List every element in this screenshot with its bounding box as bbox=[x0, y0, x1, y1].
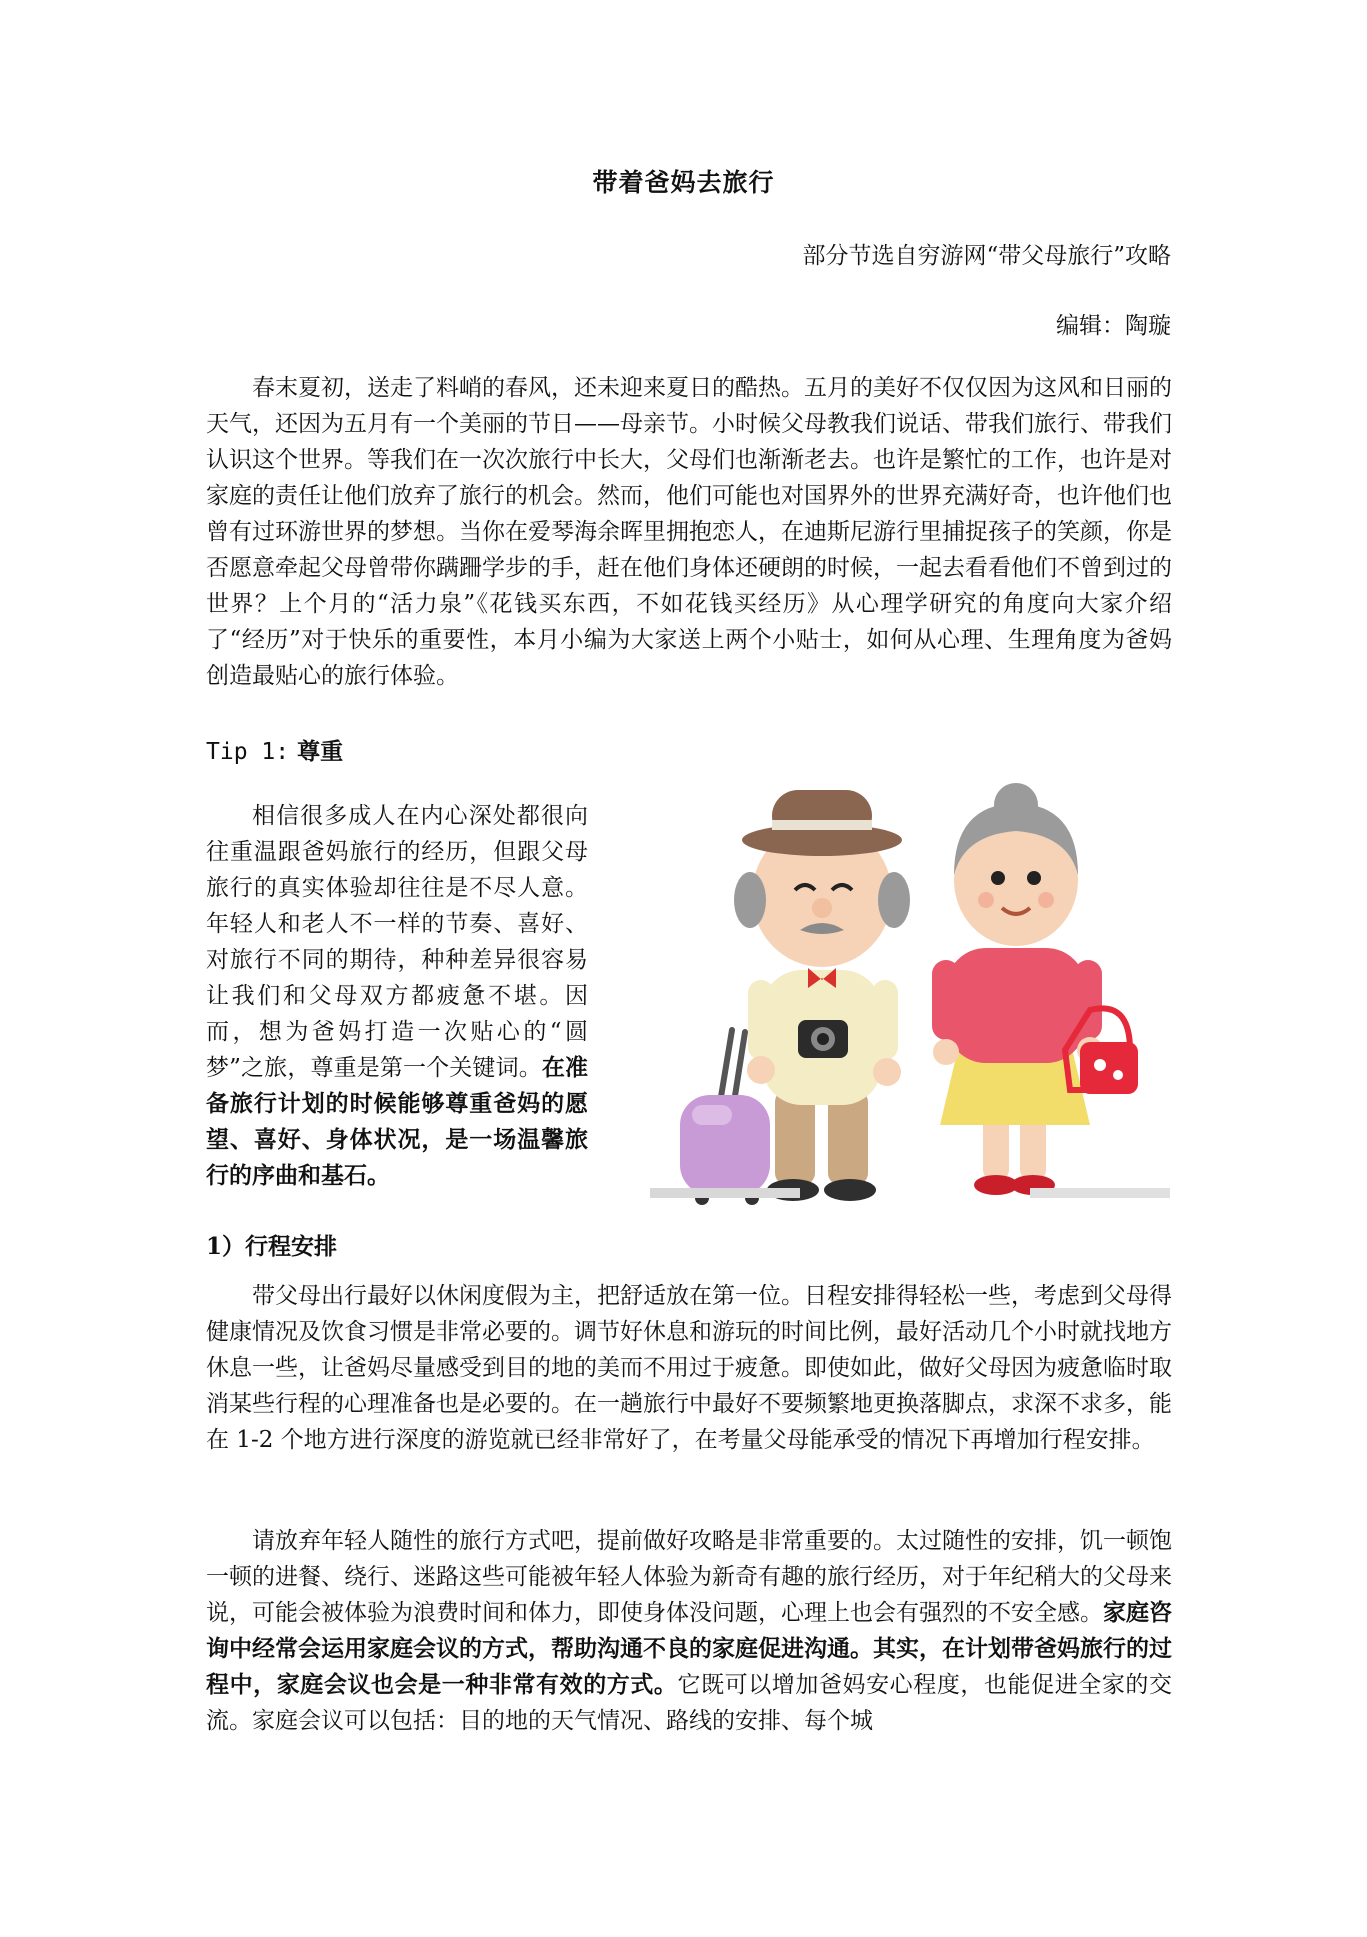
intro-paragraph: 春末夏初，送走了料峭的春风，还未迎来夏日的酷热。五月的美好不仅仅因为这风和日丽的天气，还因为五月有一个美丽的节日——母亲节。小时候父母教我们说话、带我们旅行、带我们认识这个世界。等我们在一次次旅行中长大，父母们也渐渐老去。也许是繁忙的工作，也许是对家庭的责任让他们放弃了旅行的机会。然而，他们可能也对国界外的世界充满好奇，也许他们也曾有过环游世界的梦想。当你在爱琴海余晖里拥抱恋人，在迪斯尼游行里捕捉孩子的笑颜，你是否愿意牵起父母曾带你蹒跚学步的手，赶在他们身体还硬朗的时候，一起去看看他们不曾到过的世界？上个月的“活力泉”《花钱买东西，不如花钱买经历》从心理学研究的角度向大家介绍了“经历”对于快乐的重要性，本月小编为大家送上两个小贴士，如何从心理、生理角度为爸妈创造最贴心的旅行体验。 bbox=[206, 375, 1172, 689]
section1-p2-bold: 家庭咨询中经常会运用家庭会议的方式，帮助沟通不良的家庭促进沟通。其实，在计划带爸妈旅行的过程中，家庭会议也会是一种非常有效的方式。 bbox=[206, 1599, 1172, 1698]
tip1-title: 尊重 bbox=[297, 738, 344, 765]
elderly-couple-illustration bbox=[650, 780, 1170, 1220]
section1-heading: 1）行程安排 bbox=[206, 1233, 338, 1260]
image-watermark-strip bbox=[650, 1180, 1170, 1210]
tip1-heading bbox=[206, 733, 343, 766]
source-line: 部分节选自穷游网“带父母旅行”攻略 bbox=[802, 243, 1171, 269]
document-title: 带着爸妈去旅行 bbox=[592, 168, 775, 197]
section1-p2-text-a: 请放弃年轻人随性的旅行方式吧，提前做好攻略是非常重要的。太过随性的安排，饥一顿饱一顿的进餐、绕行、迷路这些可能被年轻人体验为新奇有趣的旅行经历，对于年纪稍大的父母来说，可能会被体验为浪费时间和体力，即使身体没问题，心理上也会有强烈的不安全感。 bbox=[206, 1528, 1172, 1626]
section1-paragraph-1: 带父母出行最好以休闲度假为主，把舒适放在第一位。日程安排得轻松一些，考虑到父母得健康情况及饮食习惯是非常必要的。调节好休息和游玩的时间比例，最好活动几个小时就找地方休息一些，让爸妈尽量感受到目的地的美而不用过于疲惫。即使如此，做好父母因为疲惫临时取消某些行程的心理准备也是必要的。在一趟旅行中最好不要频繁地更换落脚点，求深不求多，能在 1-2 个地方进行深度的游览就已经非常好了，在考量父母能承受的情况下再增加行程安排。 bbox=[206, 1283, 1172, 1453]
tip1-body-bold: 在准备旅行计划的时候能够尊重爸妈的愿望、喜好、身体状况，是一场温馨旅行的序曲和基石。 bbox=[206, 1054, 588, 1189]
tip1-paragraph bbox=[206, 798, 588, 1194]
tip1-body-text: 相信很多成人在内心深处都很向往重温跟爸妈旅行的经历，但跟父母旅行的真实体验却往往是不尽人意。年轻人和老人不一样的节奏、喜好、对旅行不同的期待，种种差异很容易让我们和父母双方都疲惫不堪。因而，想为爸妈打造一次贴心的“圆梦”之旅，尊重是第一个关键词。 bbox=[206, 803, 588, 1081]
section1-paragraph-2 bbox=[206, 1523, 1172, 1739]
editor-line: 编辑：陶璇 bbox=[1056, 313, 1171, 339]
tip1-prefix: Tip 1: bbox=[206, 739, 290, 765]
section1-p2-text-b: 它既可以增加爸妈安心程度，也能促进全家的交流。家庭会议可以包括：目的地的天气情况、路线的安排、每个城 bbox=[206, 1672, 1173, 1734]
grandma-figure bbox=[932, 783, 1138, 1195]
